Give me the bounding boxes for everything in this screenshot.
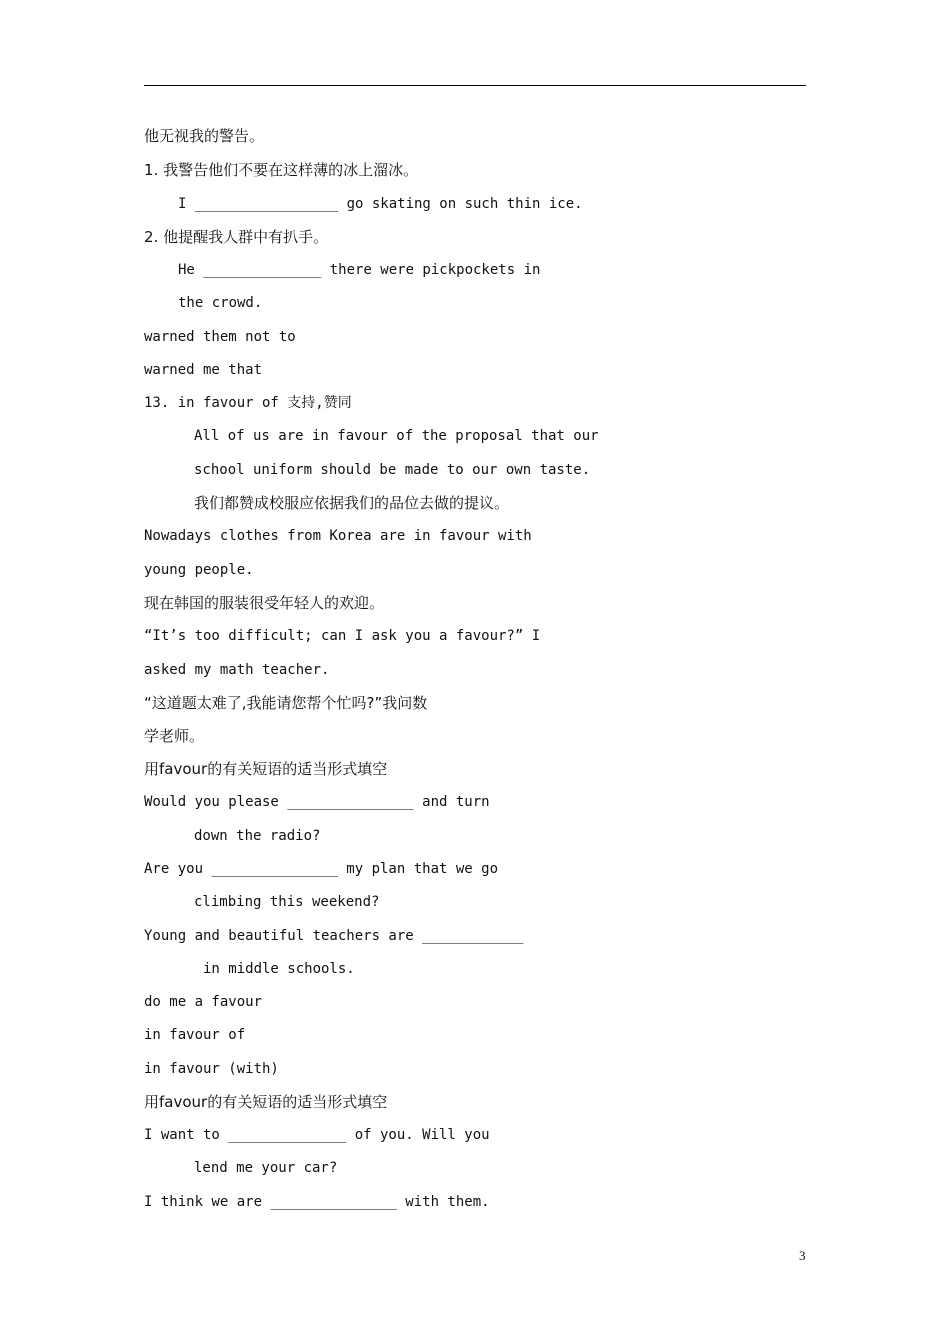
header-rule — [144, 85, 806, 86]
text-line: All of us are in favour of the proposal that our — [194, 428, 599, 444]
text-line: do me a favour — [144, 994, 263, 1010]
text-line: 用favour的有关短语的适当形式填空 — [144, 1093, 388, 1111]
text-line: 他无视我的警告。 — [144, 127, 265, 145]
text-line: He ______________ there were pickpockets in — [178, 262, 541, 278]
text-line: 学老师。 — [144, 727, 205, 745]
text-line: Would you please _______________ and turn — [144, 794, 490, 810]
text-line: “It’s too difficult; can I ask you a favour?” I — [144, 628, 541, 644]
text-line: climbing this weekend? — [194, 894, 380, 910]
text-line: in favour of — [144, 1027, 246, 1043]
text-line: 现在韩国的服装很受年轻人的欢迎。 — [144, 594, 385, 612]
text-line: I _________________ go skating on such thin ice. — [178, 196, 583, 212]
text-line: young people. — [144, 562, 254, 578]
text-line: warned me that — [144, 362, 263, 378]
text-line: I think we are _______________ with them. — [144, 1194, 490, 1210]
page-number: 3 — [799, 1248, 806, 1263]
text-line: asked my math teacher. — [144, 662, 330, 678]
text-line: school uniform should be made to our own taste. — [194, 462, 591, 478]
text-line: Nowadays clothes from Korea are in favour with — [144, 528, 532, 544]
text-line: 我们都赞成校服应依据我们的品位去做的提议。 — [194, 494, 510, 512]
text-line: 2. 他提醒我人群中有扒手。 — [144, 228, 329, 246]
text-line: Are you _______________ my plan that we go — [144, 861, 499, 877]
text-line: the crowd. — [178, 295, 263, 311]
text-line: down the radio? — [194, 828, 321, 844]
text-line: I want to ______________ of you. Will you — [144, 1127, 490, 1143]
text-line: in favour (with) — [144, 1061, 279, 1077]
text-line: “这道题太难了,我能请您帮个忙吗?”我问数 — [144, 694, 428, 712]
text-line: 13. in favour of 支持,赞同 — [144, 395, 352, 411]
text-line: Young and beautiful teachers are ____________ — [144, 928, 524, 944]
text-line: lend me your car? — [194, 1160, 338, 1176]
text-line: 1. 我警告他们不要在这样薄的冰上溜冰。 — [144, 161, 419, 179]
text-line: in middle schools. — [203, 961, 355, 977]
text-line: 用favour的有关短语的适当形式填空 — [144, 760, 388, 778]
text-line: warned them not to — [144, 329, 296, 345]
